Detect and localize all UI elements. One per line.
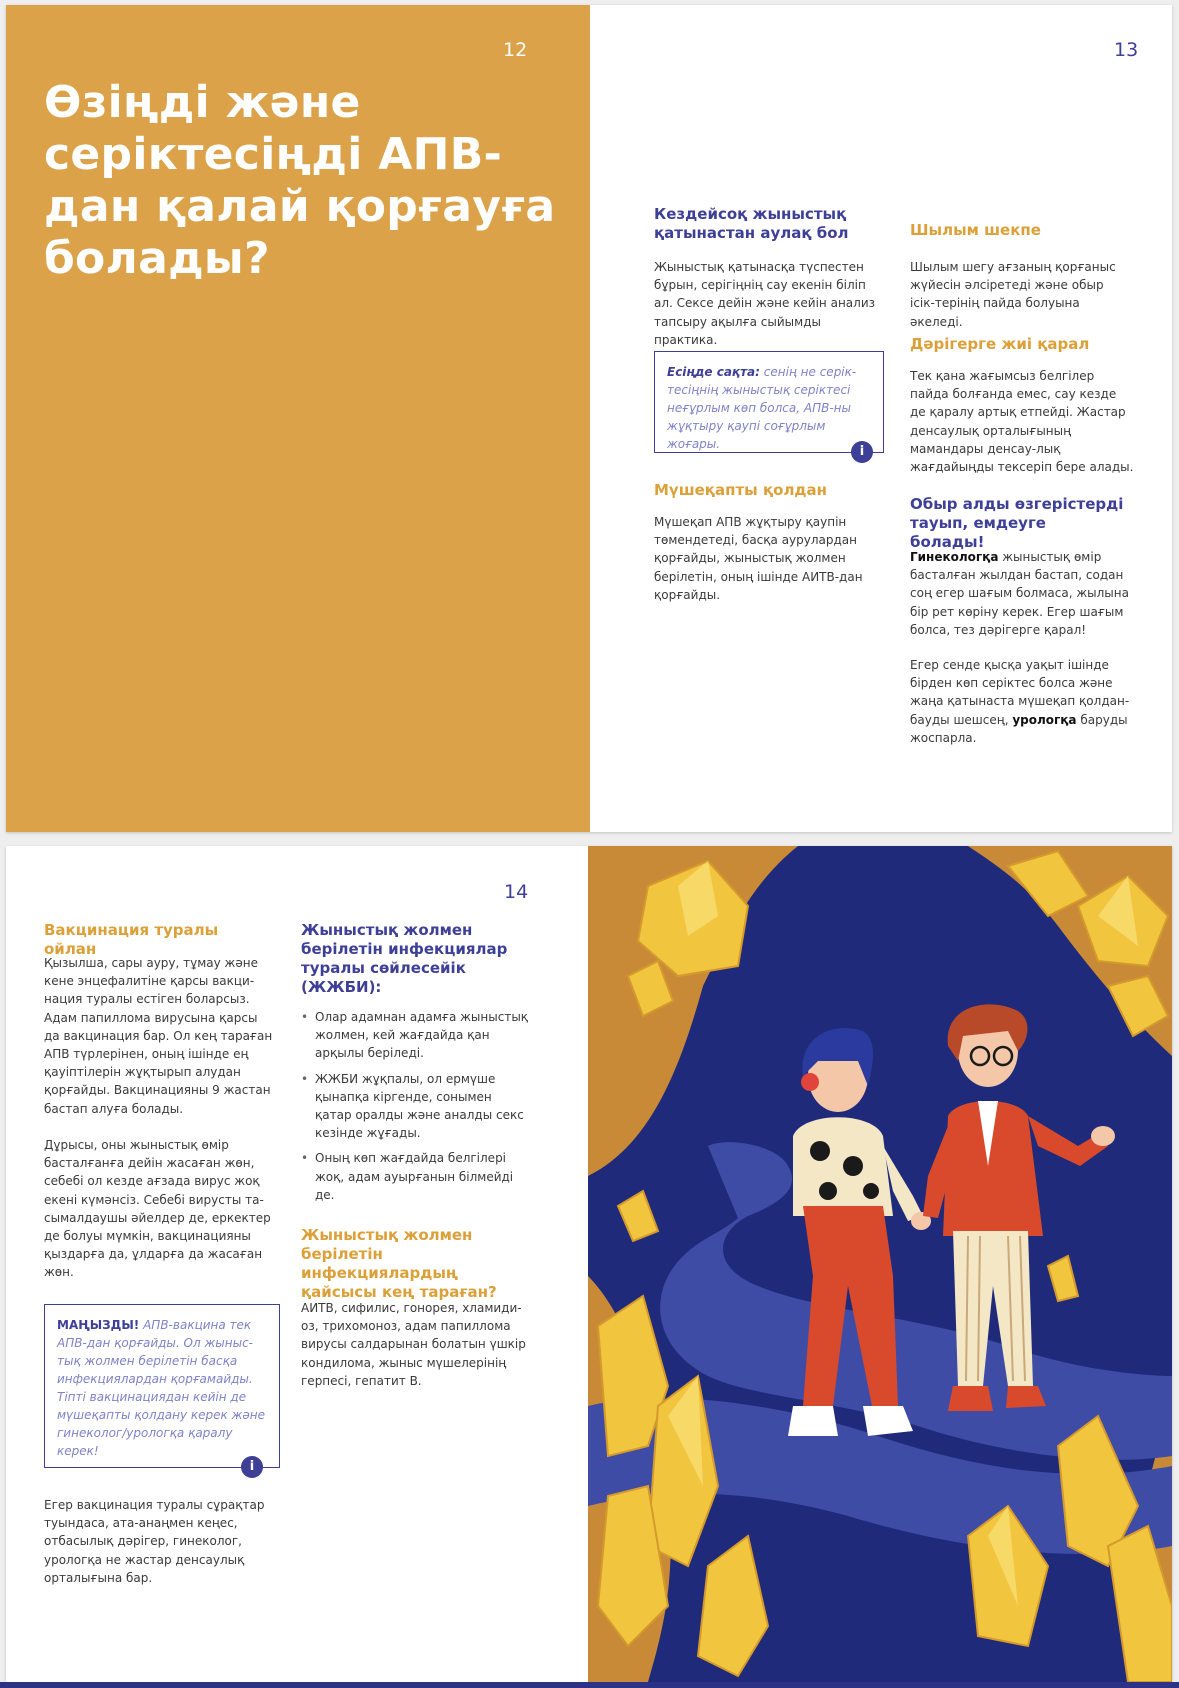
text-vaccination-2: Дұрысы, оны жыныстық өмір басталғанға дейін жасаған жөн, себебі ол кезде ағзада вирус жоқ екені күмәнсіз. Себебі вирусты та-сымалдаушы әйелдер де, еркектер де болуы мүмкін, вакцинацияны қыздарға да, ұлдарға да жасаған жөн. — [44, 1138, 271, 1280]
text-no-smoking: Шылым шегу ағзаның қорғаныс жүйесін әлсіретеді және обыр ісік-терінің пайда болуына әкеледі. — [910, 260, 1116, 329]
urologist-bold: урологқа — [1012, 712, 1077, 727]
gynecologist-bold: Гинекологқа — [910, 550, 999, 564]
remember-note-text: сенің не серік-тесіңнің жыныстық серіктесі неғұрлым көп болса, АПВ-ны жұқтыру қаупі соғұрлым жоғары. — [667, 365, 857, 451]
important-note-box — [44, 1304, 280, 1474]
heading-common-sti: Жыныстық жолмен берілетін инфекциялардың қайсысы кең тараған? — [301, 1226, 497, 1301]
info-icon: i — [241, 1456, 263, 1478]
heading-avoid-casual-sex: Кездейсоқ жыныстық қатынастан аулақ бол — [654, 205, 849, 242]
urologist-start: Егер сенде қысқа уақыт ішінде бірден көп серіктес болса және жаңа қатынаста мүшеқап қолдан-бауды шешсең, — [910, 658, 1130, 727]
text-vaccination-questions: Егер вакцинация туралы сұрақтар туындаса, ата-анаңмен кеңес, отбасылық дәрігер, гинеколог, урологқа не жастар денсаулық орталығына бар. — [44, 1498, 265, 1585]
heading-no-smoking: Шылым шекпе — [910, 221, 1041, 239]
info-icon: i — [851, 441, 873, 463]
text-urologist — [910, 656, 1135, 747]
couple-walking-illustration — [588, 846, 1172, 1682]
list-item: • Оның көп жағдайда белгілері жоқ, адам ауырғанын білмейді де. — [301, 1149, 531, 1204]
heading-vaccination: Вакцинация туралы ойлан — [44, 921, 219, 958]
page-number-12: 12 — [503, 39, 528, 61]
spread-pages-14-15 — [6, 846, 1172, 1682]
gynecologist-rest: жыныстық өмір басталған жылдан бастап, содан соң егер шағым болмаса, жылына бір рет көріну керек. Егер шағым болса, тез дәрігерге қарал! — [910, 550, 1129, 637]
text-use-condom: Мүшеқап АПВ жұқтыру қаупін төмендетеді, басқа аурулардан қорғайды, жыныстық жолмен берілетін, оның ішінде АИТВ-дан қорғайды. — [654, 515, 863, 602]
remember-note-box — [654, 351, 884, 459]
page-number-13: 13 — [1114, 39, 1139, 61]
page-15-illustration — [588, 846, 1172, 1682]
page-number-14: 14 — [504, 881, 529, 903]
list-item: • ЖЖБИ жұқпалы, ол ермүше қынапқа кіргенде, сонымен қатар оралды және аналды секс кезінде жұғады. — [301, 1070, 531, 1143]
text-vaccination-1: Қызылша, сары ауру, тұмау және кене энцефалитіне қарсы вакци-нация туралы естіген боларсыз. Адам папиллома вирусына қарсы да вакцинация бар. Ол кең тараған АПВ түрлерінен, оның ішінде ең қауіптілерін жұқтырып алудан қорғайды. Вакцинацияны 9 жастан бастап алуға болады. — [44, 956, 273, 1116]
list-item: • Олар адамнан адамға жыныстық жолмен, кей жағдайда қан арқылы беріледі. — [301, 1008, 531, 1063]
bottom-edge-bar — [0, 1682, 1179, 1688]
spread-pages-12-13 — [6, 5, 1172, 832]
text-gynecologist — [910, 548, 1135, 639]
heading-precancer: Обыр алды өзгерістерді тауып, емдеуге болады! — [910, 495, 1124, 551]
text-avoid-casual-sex: Жыныстық қатынасқа түспестен бұрын, серігіңнің сау екенін біліп ал. Сексе дейін және кейін анализ тапсыру ақылға сыйымды практика. — [654, 260, 875, 347]
heading-sti-talk: Жыныстық жолмен берілетін инфекциялар туралы сөйлесейік (ЖЖБИ): — [301, 921, 508, 996]
sti-bullet-list — [301, 1008, 531, 1211]
remember-note-label: Есіңде сақта: — [667, 365, 760, 379]
page-title: Өзіңді және серіктесіңді АПВ-дан қалай қорғауға болады? — [44, 77, 556, 284]
page-13 — [590, 5, 1172, 832]
heading-see-doctor: Дәрігерге жиі қарал — [910, 335, 1090, 353]
page-12 — [6, 5, 590, 832]
heading-use-condom: Мүшеқапты қолдан — [654, 481, 828, 499]
important-note-text: АПВ-вакцина тек АПВ-дан қорғайды. Ол жыныс-тық жолмен берілетін басқа инфекциялардан қорғамайды. Тіпті вакцинациядан кейін де мүшеқапты қолдану керек және гинеколог/урологқа қаралу керек! — [57, 1318, 266, 1458]
text-common-sti: АИТВ, сифилис, гонорея, хламиди-оз, трихомоноз, адам папиллома вирусы салдарынан болатын үшкір кондилома, жыныс мүшелерінің герпесі, гепатит В. — [301, 1301, 526, 1388]
page-14 — [6, 846, 588, 1682]
text-see-doctor: Тек қана жағымсыз белгілер пайда болғанда емес, сау кезде де қаралу артық етпейді. Жастар денсаулық орталығының мамандары денсау-лық жағдайыңды тексеріп бере алады. — [910, 369, 1134, 475]
important-note-label: МАҢЫЗДЫ! — [57, 1318, 140, 1332]
urologist-end: баруды жоспарла. — [910, 712, 1128, 745]
